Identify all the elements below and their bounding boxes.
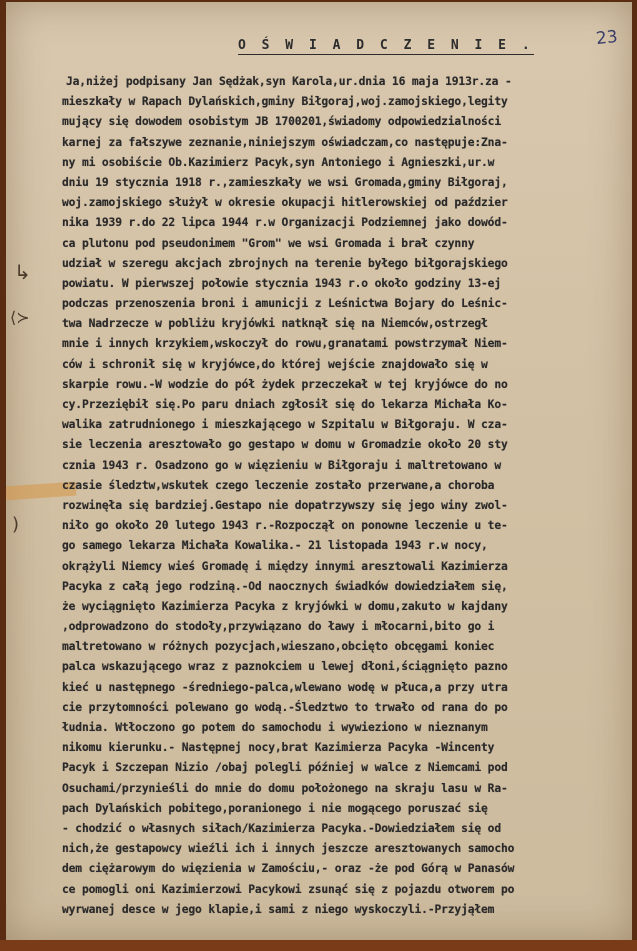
statement-line: mujący się dowodem osobistym JB 1700201,świadomy odpowiedzialności [62,115,501,129]
statement-line: Pacyk i Szczepan Nizio /obaj polegli później w walce z Niemcami pod [62,761,508,775]
statement-line: ce pomogli oni Kazimierzowi Pacykowi zsunąć się z pojazdu otworem po [62,882,515,896]
margin-pencil-mark: ↳ [14,260,31,284]
margin-pencil-mark: ⟨≻ [10,308,30,327]
document-page [6,2,632,940]
statement-line: karnej za fałszywe zeznanie,niniejszym oświadczam,co następuje:Zna- [62,135,508,149]
statement-line: mieszkały w Rapach Dylańskich,gminy Biłgoraj,woj.zamojskiego,legity [62,95,508,109]
statement-line: ny mi osobiście Ob.Kazimierz Pacyk,syn Antoniego i Agnieszki,ur.w [62,155,495,169]
statement-line: Osuchami/przynieśli do mnie do domu położonego na skraju lasu w Ra- [62,781,508,795]
statement-line: woj.zamojskiego służył w okresie okupacji hitlerowskiej od paździer [62,196,508,210]
statement-line: dniu 19 stycznia 1918 r.,zamieszkały we wsi Gromada,gminy Biłgoraj, [62,175,508,189]
statement-line: cznia 1943 r. Osadzono go w więzieniu w Biłgoraju i maltretowano w [62,458,501,472]
statement-line: niło go około 20 lutego 1943 r.-Rozpoczął on ponowne leczenie u te- [62,519,508,533]
document-title: O Ś W I A D C Z E N I E . [238,38,534,53]
statement-line: pach Dylańskich pobitego,poranionego i nie mogącego poruszać się [62,801,488,815]
statement-line: okrążyli Niemcy wieś Gromadę i między innymi aresztowali Kazimierza [62,559,508,573]
statement-line: wyrwanej desce w jego klapie,i sami z niego wyskoczyli.-Przyjąłem [62,902,495,916]
statement-line: kieć u następnego -średniego-palca,wlewano wodę w płuca,a przy utra [62,680,508,694]
statement-line: skarpie rowu.-W wodzie do pół żydek przeczekał w tej kryjówce do no [62,377,508,391]
statement-line: mnie i innych krzykiem,wskoczył do rowu,granatami powstrzymał Niem- [62,337,508,351]
statement-line: Ja,niżej podpisany Jan Sędżak,syn Karola,ur.dnia 16 maja 1913r.za - [66,75,512,88]
statement-body [62,72,612,920]
statement-line: dem ciężarowym do więzienia w Zamościu,- oraz -że pod Górą w Panasów [62,862,515,876]
margin-pencil-mark: ) [12,514,20,535]
statement-line: sie leczenia aresztowało go gestapo w domu w Gromadzie około 20 sty [62,438,508,452]
statement-line: nich,że gestapowcy wieźli ich i innych jeszcze aresztowanych samocho [62,842,515,856]
statement-line: ,odprowadzono do stodoły,przywiązano do ławy i młocarni,bito go i [62,620,495,634]
statement-line: rozwinęła się bardziej.Gestapo nie dopatrzywszy się jego winy zwol- [62,498,508,512]
statement-line: go samego lekarza Michała Kowalika.- 21 listopada 1943 r.w nocy, [62,539,488,553]
statement-line: czasie śledztw,wskutek czego leczenie zostało przerwane,a choroba [62,478,495,492]
statement-line: ca plutonu pod pseudonimem "Grom" we wsi Gromada i brał czynny [62,236,475,250]
statement-line: że wyciągnięto Kazimierza Pacyka z kryjówki w domu,zakuto w kajdany [62,599,508,613]
table-edge [0,940,637,951]
statement-line: maltretowano w różnych pozycjach,wieszano,obcięto obcęgami koniec [62,640,495,654]
statement-line: powiatu. W pierwszej połowie stycznia 1943 r.o około godziny 13-ej [62,276,501,290]
statement-line: udział w szeregu akcjach zbrojnych na terenie byłego biłgorajskiego [62,256,508,270]
statement-line: Pacyka z całą jego rodziną.-Od naocznych świadków dowiedziałem się, [62,579,508,593]
statement-line: podczas przenoszenia broni i amunicji z Leśnictwa Bojary do Leśnic- [62,297,508,311]
statement-line: ców i schronił się w kryjówce,do której wejście znajdowało się w [62,357,488,371]
statement-line: cie przytomności polewano go wodą.-Śledztwo to trwało od rana do po [62,700,508,714]
statement-line: palca wskazującego wraz z paznokciem u lewej dłoni,ściągnięto pazno [62,660,508,674]
statement-line: walika zatrudnionego i mieszkającego w Szpitalu w Biłgoraju. W cza- [62,418,508,432]
statement-line: łudnia. Wtłoczono go potem do samochodu i wywieziono w nieznanym [62,721,488,734]
statement-line: twa Nadrzecze w pobliżu kryjówki natknął się na Niemców,ostrzegł [62,317,488,331]
statement-line: nika 1939 r.do 22 lipca 1944 r.w Organizacji Podziemnej jako dowód- [62,216,508,230]
statement-line: - chodzić o własnych siłach/Kazimierza Pacyka.-Dowiedziałem się od [62,821,501,835]
statement-line: cy.Przeziębił się.Po paru dniach zgłosił się do lekarza Michała Ko- [62,398,508,411]
page-number: 23 [595,26,619,50]
statement-line: nikomu kierunku.- Następnej nocy,brat Kazimierza Pacyka -Wincenty [62,741,495,755]
